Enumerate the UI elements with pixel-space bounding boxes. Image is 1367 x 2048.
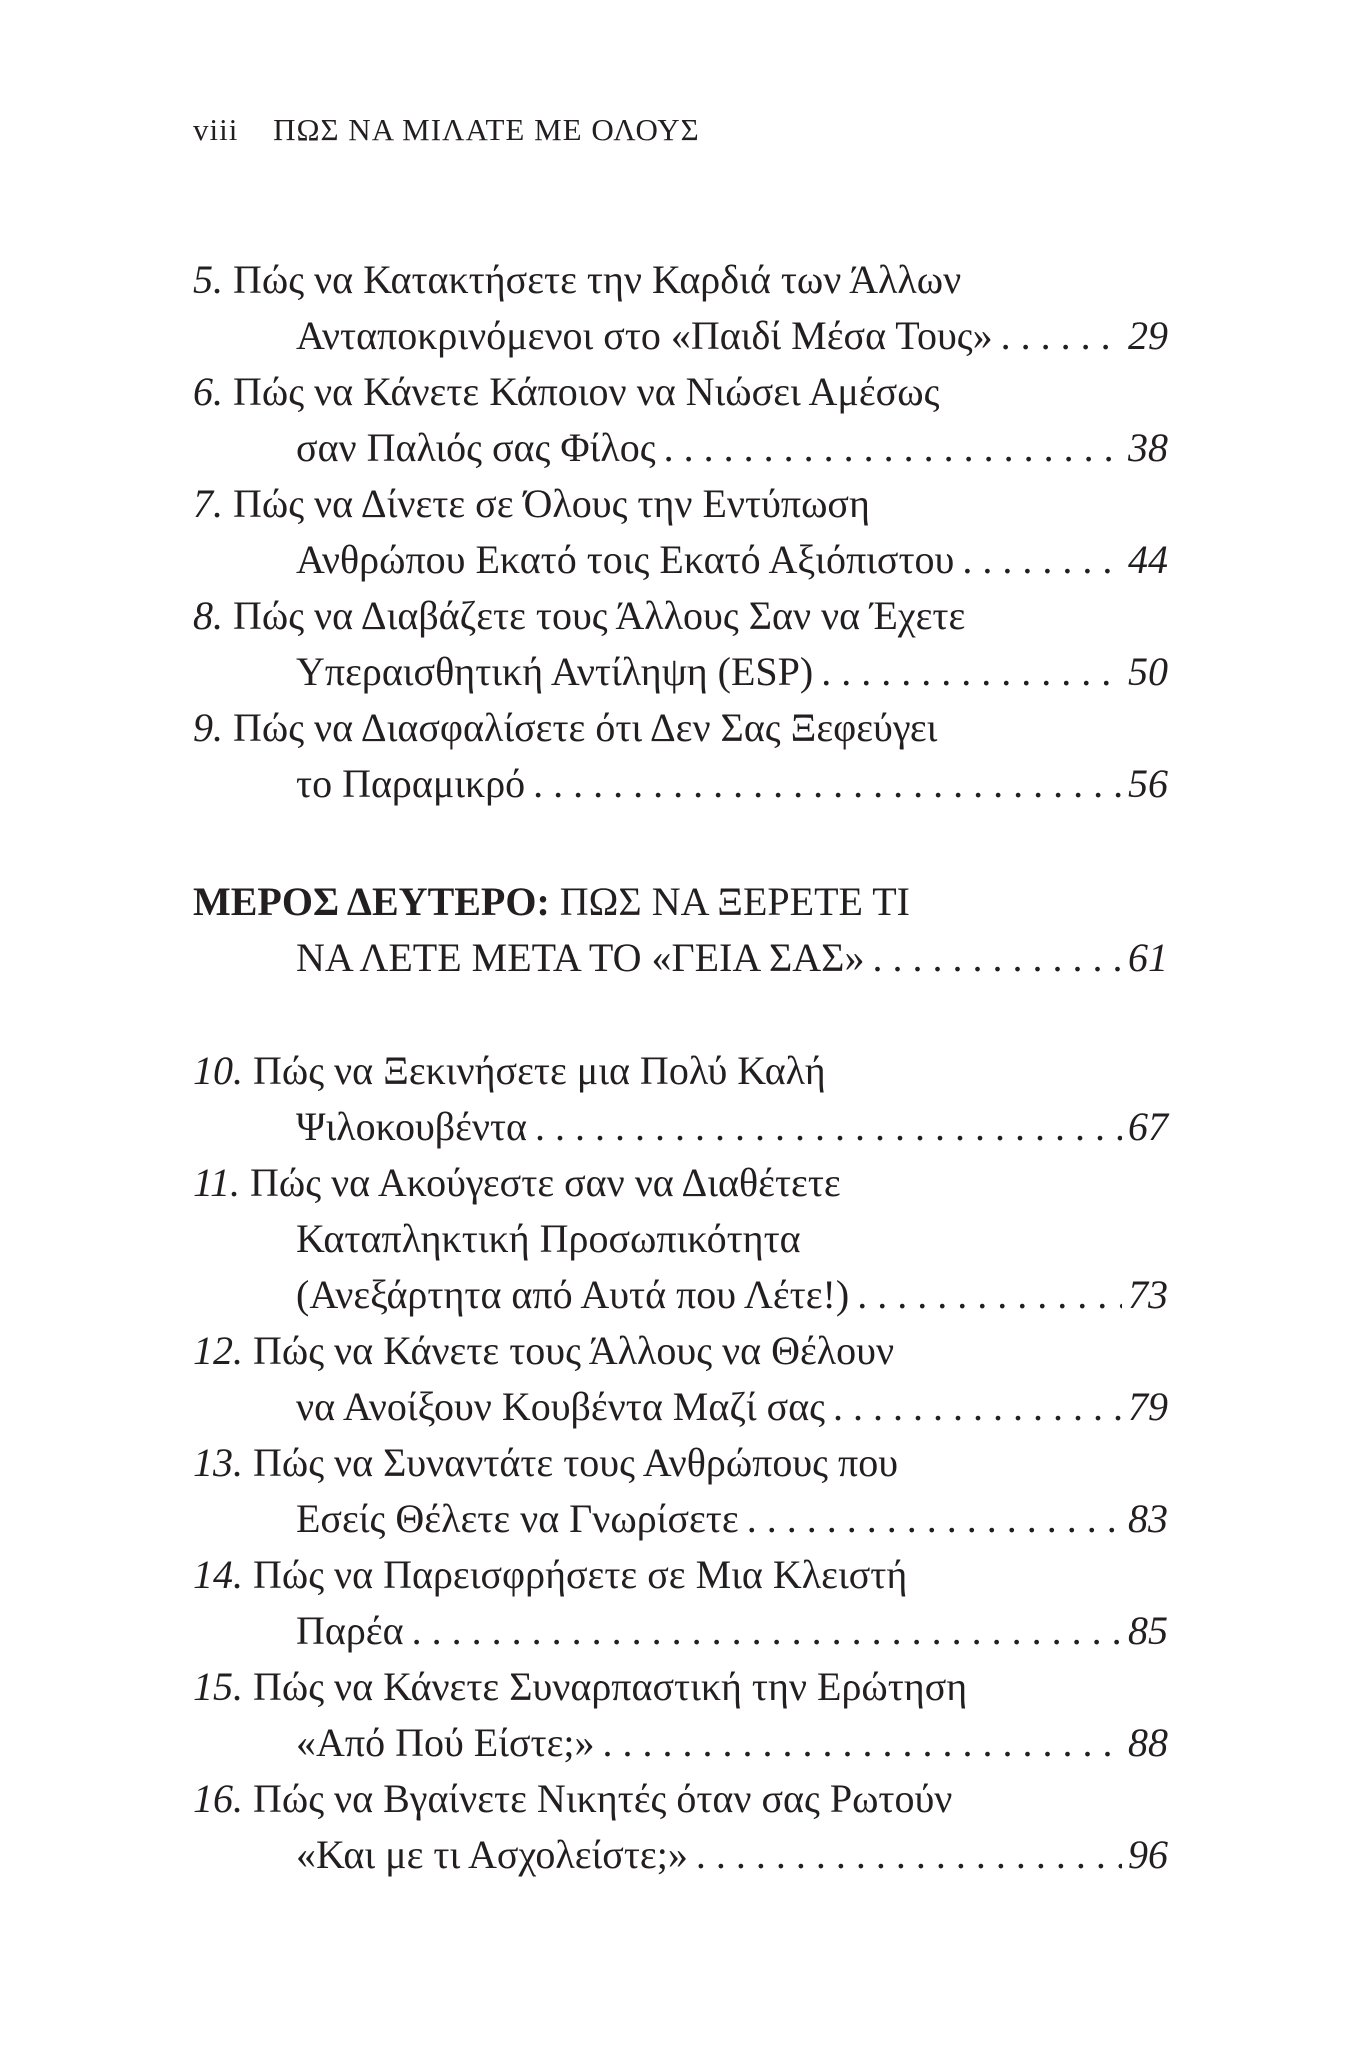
chapter-title-line2: Παρέα [296, 1608, 404, 1653]
dot-leader [1001, 308, 1122, 364]
chapter-title-line1: Πώς να Κάνετε τους Άλλους να Θέλουν [253, 1328, 895, 1373]
chapter-number: 14. [193, 1552, 243, 1597]
chapter-number: 11. [193, 1160, 241, 1205]
chapter-title-line2: Ανταποκρινόμενοι στο «Παιδί Μέσα Τους» [296, 313, 993, 358]
page-number: 44 [1128, 537, 1168, 582]
chapter-title-line1: Πώς να Κάνετε Κάποιον να Νιώσει Αμέσως [233, 369, 940, 414]
chapter-number: 10. [193, 1048, 243, 1093]
page-number: 56 [1128, 761, 1168, 806]
chapter-title-line1: Πώς να Κάνετε Συναρπαστική την Ερώτηση [253, 1664, 968, 1709]
chapter-title-line1: Πώς να Συναντάτε τους Ανθρώπους που [253, 1440, 899, 1485]
toc-section-b [193, 1043, 1168, 1883]
chapter-title-line1: Πώς να Παρεισφρήσετε σε Μια Κλειστή [253, 1552, 908, 1597]
chapter-title-line2: «Και με τι Ασχολείστε;» [296, 1832, 688, 1877]
dot-leader [412, 1603, 1122, 1659]
toc-entry-11[interactable] [193, 1155, 1168, 1323]
toc-entry-5[interactable] [193, 252, 1168, 364]
page-number: 67 [1128, 1104, 1168, 1149]
chapter-number: 16. [193, 1776, 243, 1821]
chapter-number: 8. [193, 593, 223, 638]
page-number: 96 [1128, 1832, 1168, 1877]
page-number: 79 [1128, 1384, 1168, 1429]
chapter-title-line2: Ανθρώπου Εκατό τοις Εκατό Αξιόπιστου [296, 537, 955, 582]
chapter-title-line2: (Ανεξάρτητα από Αυτά που Λέτε!) [296, 1272, 850, 1317]
chapter-number: 6. [193, 369, 223, 414]
dot-leader [962, 532, 1122, 588]
page-number: 88 [1128, 1720, 1168, 1765]
chapter-title-line2: Εσείς Θέλετε να Γνωρίσετε [296, 1496, 739, 1541]
dot-leader [664, 420, 1122, 476]
page-number: 83 [1128, 1496, 1168, 1541]
chapter-title-line-mid: Καταπληκτική Προσωπικότητα [296, 1216, 801, 1261]
chapter-title-line2: Υπεραισθητική Αντίληψη (ESP) [296, 649, 814, 694]
toc-entry-10[interactable] [193, 1043, 1168, 1155]
toc-entry-14[interactable] [193, 1547, 1168, 1659]
chapter-title-line1: Πώς να Δίνετε σε Όλους την Εντύπωση [233, 481, 870, 526]
chapter-title-line2: σαν Παλιός σας Φίλος [296, 425, 656, 470]
toc-entry-16[interactable] [193, 1771, 1168, 1883]
page-number: 38 [1128, 425, 1168, 470]
part-title-line2: ΝΑ ΛΕΤΕ ΜΕΤΑ ΤΟ «ΓΕΙΑ ΣΑΣ» [296, 935, 865, 980]
dot-leader [833, 1379, 1122, 1435]
dot-leader [696, 1827, 1122, 1883]
chapter-number: 13. [193, 1440, 243, 1485]
book-title: ΠΩΣ ΝΑ ΜΙΛΑΤΕ ΜΕ ΟΛΟΥΣ [273, 112, 700, 147]
chapter-title-line2: το Παραμικρό [296, 761, 526, 806]
chapter-title-line1: Πώς να Βγαίνετε Νικητές όταν σας Ρωτούν [253, 1776, 953, 1821]
toc-entry-9[interactable] [193, 700, 1168, 812]
toc-entry-12[interactable] [193, 1323, 1168, 1435]
page-number: 29 [1128, 313, 1168, 358]
toc-entry-7[interactable] [193, 476, 1168, 588]
page-number: 61 [1128, 935, 1168, 980]
chapter-title-line2: «Από Πού Είστε;» [296, 1720, 595, 1765]
dot-leader [747, 1491, 1122, 1547]
dot-leader [535, 1099, 1122, 1155]
chapter-title-line1: Πώς να Κατακτήσετε την Καρδιά των Άλλων [233, 257, 962, 302]
part-label: ΜΕΡΟΣ ΔΕΥΤΕΡΟ: [193, 879, 550, 924]
toc-entry-8[interactable] [193, 588, 1168, 700]
running-head [193, 112, 700, 148]
chapter-title-line1: Πώς να Διασφαλίσετε ότι Δεν Σας Ξεφεύγει [233, 705, 938, 750]
chapter-number: 15. [193, 1664, 243, 1709]
chapter-number: 9. [193, 705, 223, 750]
page-folio: viii [193, 112, 239, 147]
page-number: 50 [1128, 649, 1168, 694]
chapter-number: 7. [193, 481, 223, 526]
chapter-number: 5. [193, 257, 223, 302]
part-two-heading[interactable] [193, 874, 1168, 986]
chapter-title-line1: Πώς να Διαβάζετε τους Άλλους Σαν να Έχετε [233, 593, 966, 638]
dot-leader [857, 1267, 1122, 1323]
page-number: 73 [1128, 1272, 1168, 1317]
chapter-title-line2: Ψιλοκουβέντα [296, 1104, 528, 1149]
toc-entry-15[interactable] [193, 1659, 1168, 1771]
dot-leader [533, 756, 1122, 812]
toc-entry-13[interactable] [193, 1435, 1168, 1547]
chapter-number: 12. [193, 1328, 243, 1373]
part-title-line1: ΠΩΣ ΝΑ ΞΕΡΕΤΕ ΤΙ [559, 879, 910, 924]
toc-section-a [193, 252, 1168, 812]
chapter-title-line1: Πώς να Ξεκινήσετε μια Πολύ Καλή [253, 1048, 826, 1093]
page-number: 85 [1128, 1608, 1168, 1653]
dot-leader [872, 930, 1122, 986]
toc-entry-6[interactable] [193, 364, 1168, 476]
dot-leader [821, 644, 1122, 700]
dot-leader [603, 1715, 1122, 1771]
chapter-title-line1: Πώς να Ακούγεστε σαν να Διαθέτετε [250, 1160, 841, 1205]
chapter-title-line2: να Ανοίξουν Κουβέντα Μαζί σας [296, 1384, 826, 1429]
